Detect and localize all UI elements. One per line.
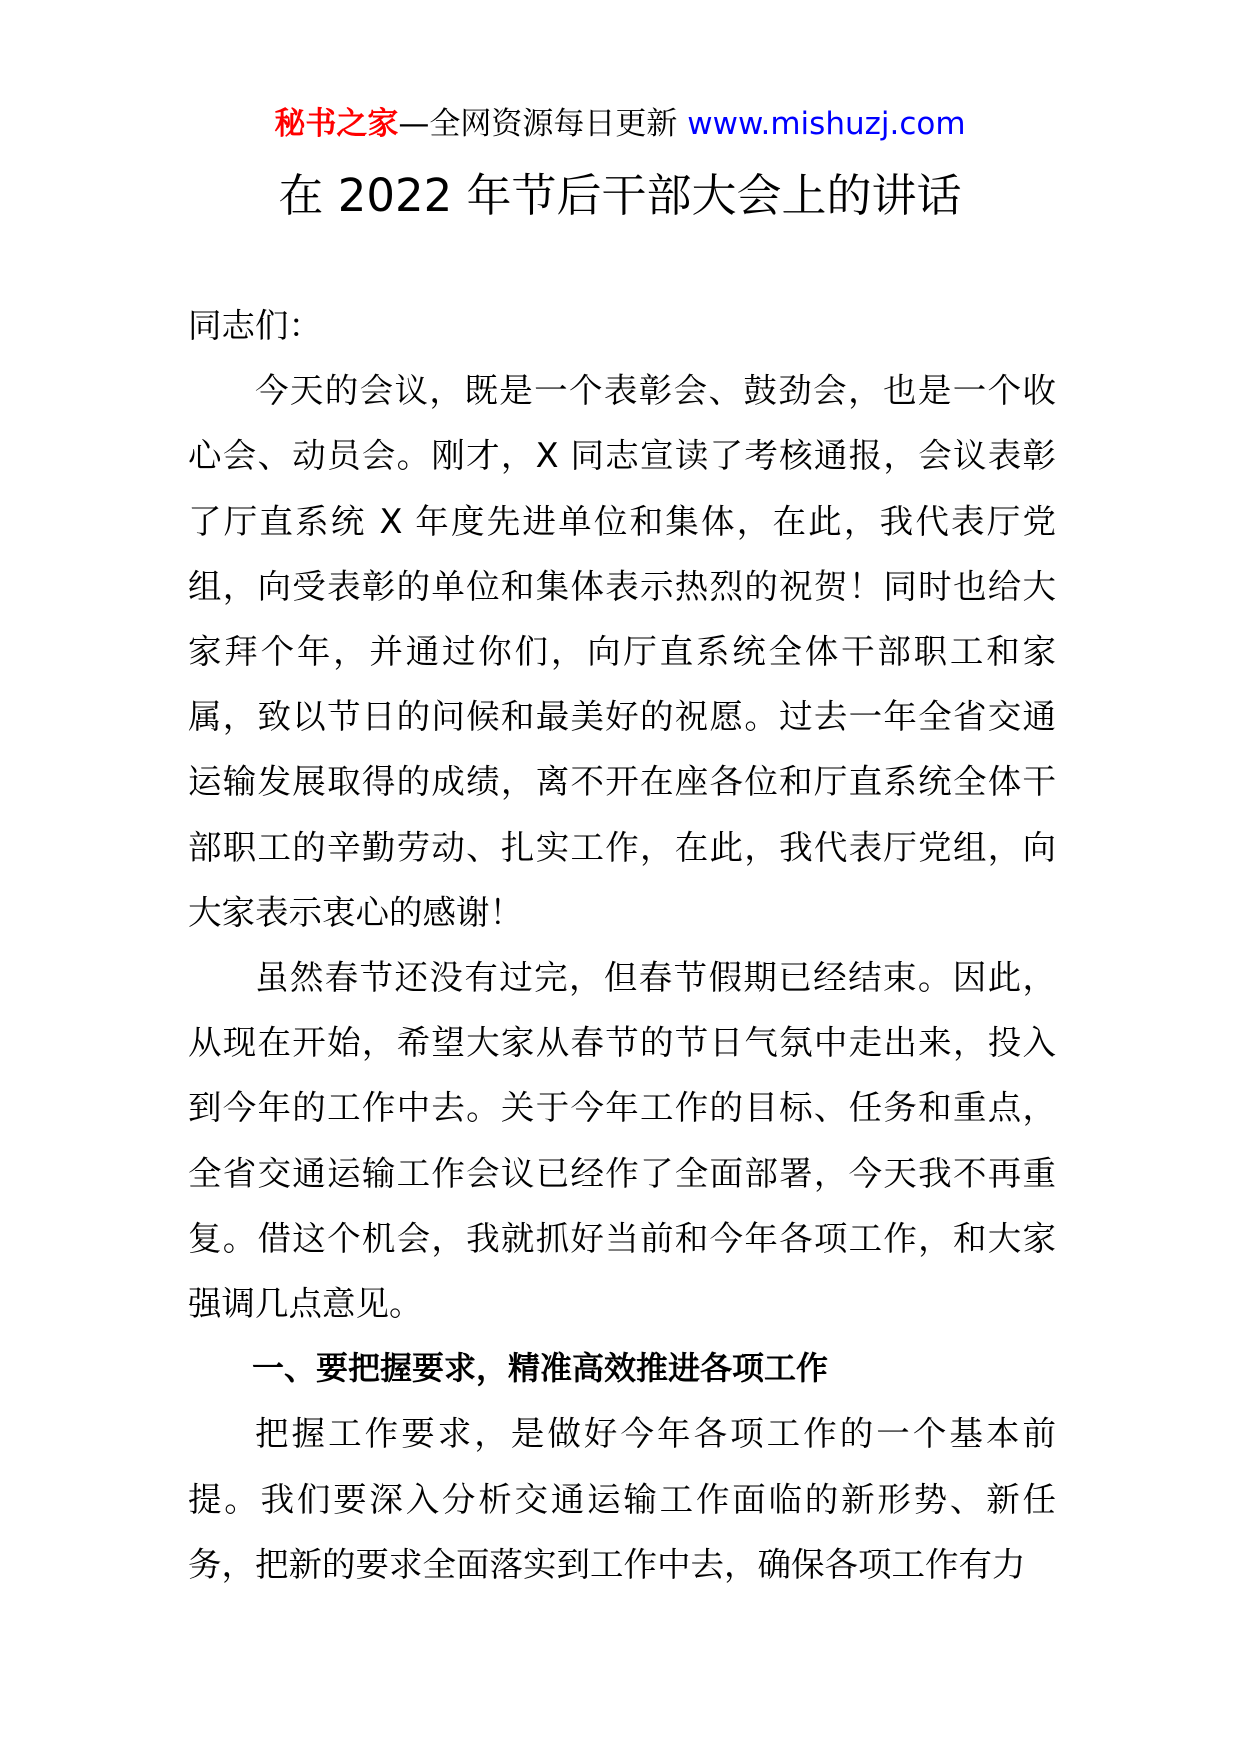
paragraph: 今天的会议，既是一个表彰会、鼓劲会，也是一个收心会、动员会。刚才，X 同志宣读了考核通报，会议表彰了厅直系统 X 年度先进单位和集体，在此，我代表厅党组，向受表彰的单位和集体表示热烈的祝贺！同时也给大家拜个年，并通过你们，向厅直系统全体干部职工和家属，致以节日的问候和最美好的祝愿。过去一年全省交通运输发展取得的成绩，离不开在座各位和厅直系统全体干部职工的辛勤劳动、扎实工作，在此，我代表厅党组，向大家表示衷心的感谢！	[188, 371, 1056, 932]
document-title: 在 2022 年节后干部大会上的讲话	[278, 169, 962, 222]
paragraph: 虽然春节还没有过完，但春节假期已经结束。因此，从现在开始，希望大家从春节的节日气氛中走出来，投入到今年的工作中去。关于今年工作的目标、任务和重点，全省交通运输工作会议已经作了全面部署，今天我不再重复。借这个机会，我就抓好当前和今年各项工作，和大家强调几点意见。	[188, 958, 1056, 1324]
brand-name: 秘书之家	[274, 106, 399, 142]
paragraph: 把握工作要求，是做好今年各项工作的一个基本前提。我们要深入分析交通运输工作面临的新形势、新任务，把新的要求全面落实到工作中去，确保各项工作有力	[188, 1414, 1056, 1584]
header-tagline: —全网资源每日更新	[398, 106, 688, 142]
site-url-link[interactable]: www.mishuzj.com	[687, 106, 966, 142]
salutation: 同志们：	[188, 306, 322, 345]
watermark-header	[0, 102, 1240, 146]
section-heading: 一、要把握要求，精准高效推进各项工作	[252, 1349, 829, 1388]
document-body	[188, 293, 1056, 1597]
